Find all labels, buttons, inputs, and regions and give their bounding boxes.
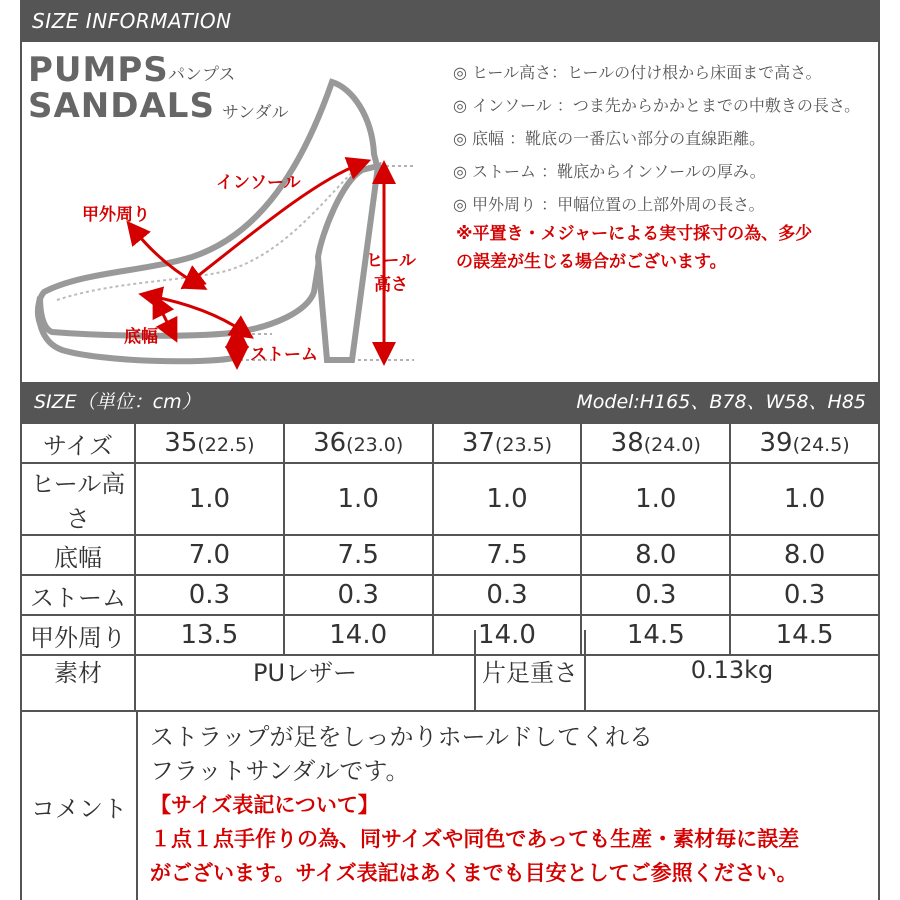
weight-value: 0.13kg	[690, 656, 774, 684]
table-cell	[433, 575, 582, 615]
weight-label: 片足重さ	[476, 630, 586, 710]
cell-value: 1.0	[337, 484, 379, 514]
cell-value: 39	[759, 428, 793, 458]
size-unit: SIZE（単位：cm）	[34, 391, 201, 413]
table-row	[21, 423, 879, 463]
cell-value: 37	[461, 428, 495, 458]
note-item: ◎ 甲外周り ：甲幅位置の上部外周の長さ。	[453, 195, 765, 214]
label-storm: ストーム	[250, 345, 318, 365]
row-header: ストーム	[21, 575, 135, 615]
note-item: ◎ 底幅 ：靴底の一番広い部分の直線距離。	[453, 129, 766, 148]
label-insole: インソール	[216, 173, 301, 193]
cell-subvalue: (22.5)	[197, 434, 255, 456]
cell-value: 38	[610, 428, 644, 458]
table-cell	[284, 575, 433, 615]
comment-line: フラットサンダルです。	[150, 757, 410, 785]
cell-value: 1.0	[188, 484, 231, 514]
size-note-heading: 【サイズ表記について】	[150, 793, 379, 817]
material-row	[20, 630, 880, 712]
cell-value: 14.0	[329, 620, 388, 650]
cell-subvalue: (23.0)	[346, 434, 404, 456]
table-cell	[730, 463, 879, 535]
cell-value: 0.3	[337, 580, 379, 610]
table-cell	[433, 535, 582, 575]
cell-value: 0.3	[783, 580, 826, 610]
table-row	[21, 535, 879, 575]
table-cell	[730, 575, 879, 615]
note-item: ◎ ヒール高さ：ヒールの付け根から床面まで高さ。	[453, 63, 822, 82]
table-cell	[581, 463, 730, 535]
row-header: 甲外周り	[21, 615, 135, 655]
size-note-line: １点１点手作りの為、同サイズや同色であっても生産・素材毎に誤差	[150, 827, 800, 851]
note-item: ◎ ストーム ：靴底からインソールの厚み。	[453, 162, 766, 181]
cell-value: 7.5	[486, 540, 528, 570]
table-cell	[135, 423, 284, 463]
material-label: 素材	[22, 630, 136, 710]
table-cell	[284, 535, 433, 575]
note-item: ◎ インソール ：つま先からかかとまでの中敷きの長さ。	[453, 96, 861, 115]
size-note-line: がございます。サイズ表記はあくまでも目安としてご参照ください。	[150, 861, 798, 885]
comment-label: コメント	[22, 712, 138, 900]
table-cell	[135, 535, 284, 575]
cell-value: 14.0	[478, 620, 536, 650]
table-cell	[433, 423, 582, 463]
cell-subvalue: (23.5)	[494, 434, 553, 456]
cell-value: 13.5	[180, 620, 239, 650]
material-value: PUレザー	[136, 630, 476, 710]
cell-value: 36	[313, 428, 347, 458]
table-cell	[284, 463, 433, 535]
cell-value: 8.0	[783, 540, 826, 570]
size-band	[20, 382, 880, 422]
cell-value: 7.5	[337, 540, 379, 570]
table-cell	[284, 423, 433, 463]
measurement-warning	[456, 220, 876, 276]
cell-value: 0.3	[188, 580, 231, 610]
warning-line: ※平置き・メジャーによる実寸採寸の為、多少	[456, 224, 813, 244]
cell-value: 1.0	[486, 484, 528, 514]
table-cell	[730, 423, 879, 463]
row-header: ヒール高さ	[21, 463, 135, 535]
cell-value: 14.5	[775, 620, 834, 650]
title-sandals-jp: サンダル	[222, 103, 289, 123]
table-row	[21, 575, 879, 615]
label-instep: 甲外周り	[82, 205, 150, 225]
cell-value: 1.0	[635, 484, 677, 514]
cell-subvalue: (24.5)	[792, 434, 850, 456]
cell-subvalue: (24.0)	[643, 434, 701, 456]
title-pumps-jp: パンプス	[168, 65, 236, 85]
notes-list	[453, 58, 873, 223]
label-width: 底幅	[124, 327, 158, 347]
warning-line: の誤差が生じる場合がございます。	[456, 252, 727, 272]
comment-row	[20, 712, 880, 900]
comment-line: ストラップが足をしっかりホールドしてくれる	[150, 723, 654, 751]
cell-value: 1.0	[783, 484, 826, 514]
cell-value: 0.3	[486, 580, 528, 610]
cell-value: 0.3	[635, 580, 677, 610]
table-cell	[581, 423, 730, 463]
table-cell	[433, 463, 582, 535]
label-heel-1: ヒール	[366, 251, 416, 271]
table-cell	[730, 535, 879, 575]
table-cell	[581, 535, 730, 575]
table-cell	[581, 575, 730, 615]
row-header: サイズ	[21, 423, 135, 463]
header-band	[20, 0, 880, 42]
label-heel-2: 高さ	[374, 275, 408, 295]
model-info: Model:H165、B78、W58、H85	[576, 391, 866, 413]
title-pumps: PUMPS	[28, 50, 169, 90]
table-row	[21, 463, 879, 535]
table-cell	[135, 463, 284, 535]
comment-body	[138, 712, 811, 900]
row-header: 底幅	[21, 535, 135, 575]
cell-value: 35	[164, 428, 198, 458]
table-cell	[135, 575, 284, 615]
cell-value: 8.0	[635, 540, 677, 570]
cell-value: 7.0	[188, 540, 231, 570]
title-sandals: SANDALS	[28, 86, 215, 126]
size-table	[20, 422, 880, 656]
header-title: SIZE INFORMATION	[32, 9, 232, 33]
cell-value: 14.5	[626, 620, 685, 650]
